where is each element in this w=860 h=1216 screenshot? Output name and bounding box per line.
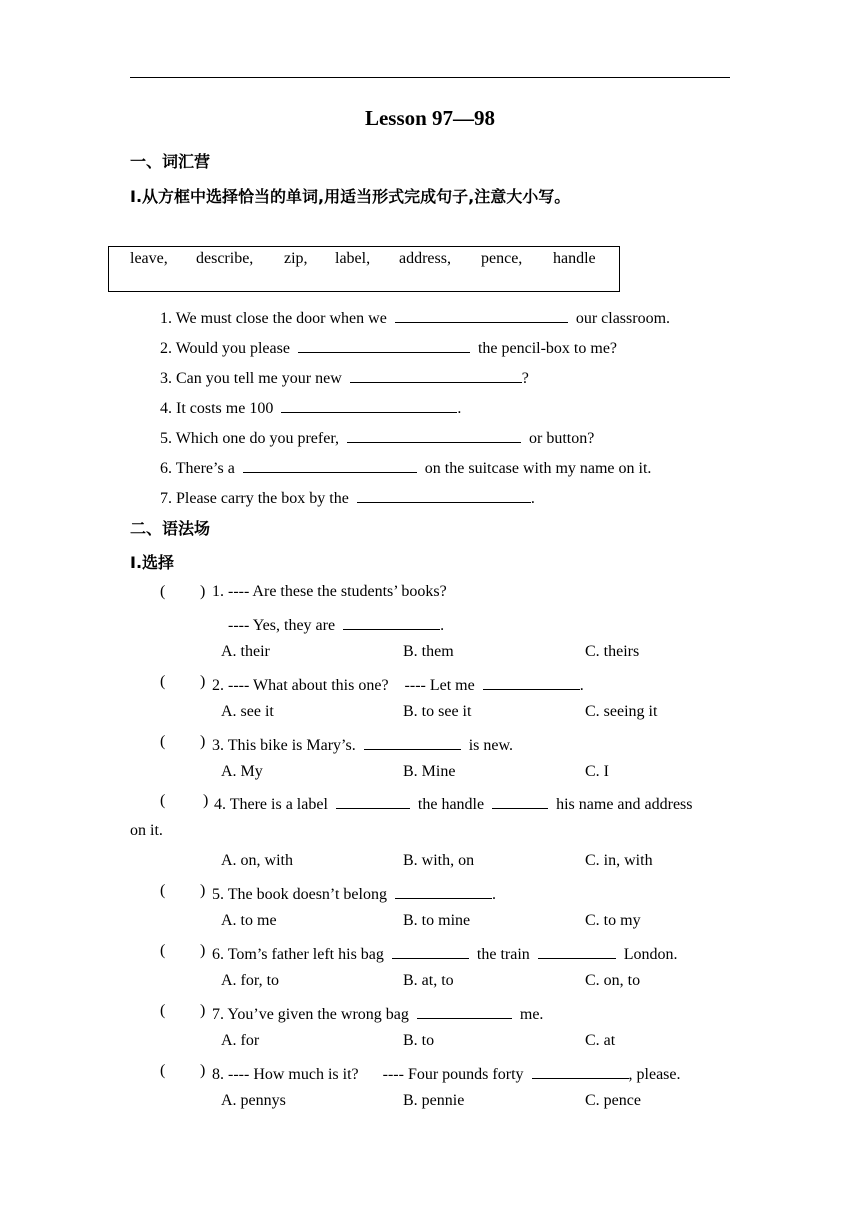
answer-paren-open[interactable]: (: [160, 882, 166, 899]
fill-item-3: 3. Can you tell me your new ?: [160, 366, 529, 388]
option-a[interactable]: A. My: [221, 763, 263, 780]
option-a[interactable]: A. see it: [221, 703, 274, 720]
word-box-item: leave,: [130, 250, 168, 267]
answer-blank[interactable]: [336, 792, 410, 809]
answer-blank[interactable]: [364, 733, 461, 750]
option-c[interactable]: C. to my: [585, 912, 641, 929]
answer-blank[interactable]: [347, 426, 521, 443]
option-c[interactable]: C. at: [585, 1032, 616, 1049]
option-c[interactable]: C. in, with: [585, 852, 653, 869]
fill-item-4: 4. It costs me 100 .: [160, 396, 461, 418]
answer-paren-close: ): [200, 1062, 206, 1079]
option-c[interactable]: C. theirs: [585, 643, 640, 660]
option-b[interactable]: B. to: [403, 1032, 435, 1049]
answer-paren-close: ): [200, 882, 206, 899]
answer-blank[interactable]: [532, 1062, 629, 1079]
fill-item-1: 1. We must close the door when we our classroom.: [160, 306, 670, 328]
answer-blank[interactable]: [538, 942, 616, 959]
page-title: Lesson 97—98: [364, 106, 496, 130]
answer-blank[interactable]: [483, 673, 580, 690]
option-c[interactable]: C. pence: [585, 1092, 641, 1109]
answer-paren-close: ): [203, 792, 209, 809]
section-2-subheading: Ⅰ.选择: [130, 553, 175, 572]
answer-paren-close: ): [200, 733, 206, 750]
answer-paren-close: ): [200, 583, 206, 600]
option-b[interactable]: B. with, on: [403, 852, 475, 869]
fill-item-5: 5. Which one do you prefer, or button?: [160, 426, 594, 448]
question-5: 5. The book doesn’t belong .: [212, 882, 496, 904]
question-8: 8. ---- How much is it? ---- Four pounds forty , please.: [212, 1062, 681, 1084]
section-1-heading: 一、词汇营: [130, 152, 211, 171]
option-a[interactable]: A. to me: [221, 912, 277, 929]
option-b[interactable]: B. Mine: [403, 763, 456, 780]
option-c[interactable]: C. I: [585, 763, 609, 780]
section-1-instruction: Ⅰ.从方框中选择恰当的单词,用适当形式完成句子,注意大小写。: [130, 187, 571, 206]
question-2: 2. ---- What about this one? ---- Let me .: [212, 673, 584, 695]
fill-item-6: 6. There’s a on the suitcase with my name on it.: [160, 456, 651, 478]
question-4: 4. There is a label the handle his name and address: [214, 792, 693, 814]
answer-paren-open[interactable]: (: [160, 673, 166, 690]
fill-item-7: 7. Please carry the box by the .: [160, 486, 535, 508]
answer-blank[interactable]: [281, 396, 457, 413]
answer-paren-open[interactable]: (: [160, 1062, 166, 1079]
option-a[interactable]: A. their: [221, 643, 270, 660]
section-2-heading: 二、语法场: [130, 519, 211, 538]
option-a[interactable]: A. for, to: [221, 972, 280, 989]
answer-paren-open[interactable]: (: [160, 792, 166, 809]
question-6: 6. Tom’s father left his bag the train London.: [212, 942, 678, 964]
answer-paren-open[interactable]: (: [160, 1002, 166, 1019]
answer-blank[interactable]: [417, 1002, 512, 1019]
answer-blank[interactable]: [492, 792, 548, 809]
word-box-item: describe,: [196, 250, 254, 267]
answer-paren-close: ): [200, 673, 206, 690]
option-b[interactable]: B. to mine: [403, 912, 471, 929]
question-4-continuation: on it.: [130, 822, 163, 839]
question-1: 1. ---- Are these the students’ books?: [212, 583, 447, 600]
answer-paren-close: ): [200, 1002, 206, 1019]
option-b[interactable]: B. at, to: [403, 972, 454, 989]
word-box-item: address,: [399, 250, 451, 267]
word-box-item: pence,: [481, 250, 523, 267]
option-b[interactable]: B. pennie: [403, 1092, 465, 1109]
answer-paren-open[interactable]: (: [160, 733, 166, 750]
option-a[interactable]: A. pennys: [221, 1092, 286, 1109]
option-c[interactable]: C. seeing it: [585, 703, 658, 720]
top-rule: [130, 77, 730, 78]
fill-item-2: 2. Would you please the pencil-box to me?: [160, 336, 617, 358]
word-box-item: handle: [553, 250, 596, 267]
option-b[interactable]: B. to see it: [403, 703, 472, 720]
word-box-item: zip,: [284, 250, 308, 267]
option-b[interactable]: B. them: [403, 643, 454, 660]
answer-paren-open[interactable]: (: [160, 583, 166, 600]
answer-paren-open[interactable]: (: [160, 942, 166, 959]
option-c[interactable]: C. on, to: [585, 972, 641, 989]
answer-blank[interactable]: [395, 882, 492, 899]
answer-blank[interactable]: [357, 486, 531, 503]
option-a[interactable]: A. for: [221, 1032, 260, 1049]
word-box-item: label,: [335, 250, 371, 267]
answer-blank[interactable]: [392, 942, 469, 959]
answer-paren-close: ): [200, 942, 206, 959]
answer-blank[interactable]: [350, 366, 522, 383]
option-a[interactable]: A. on, with: [221, 852, 293, 869]
question-7: 7. You’ve given the wrong bag me.: [212, 1002, 543, 1024]
answer-blank[interactable]: [395, 306, 568, 323]
answer-blank[interactable]: [298, 336, 470, 353]
answer-blank[interactable]: [343, 613, 440, 630]
question-3: 3. This bike is Mary’s. is new.: [212, 733, 513, 755]
answer-blank[interactable]: [243, 456, 417, 473]
question-1-line-2: ---- Yes, they are .: [228, 613, 444, 635]
